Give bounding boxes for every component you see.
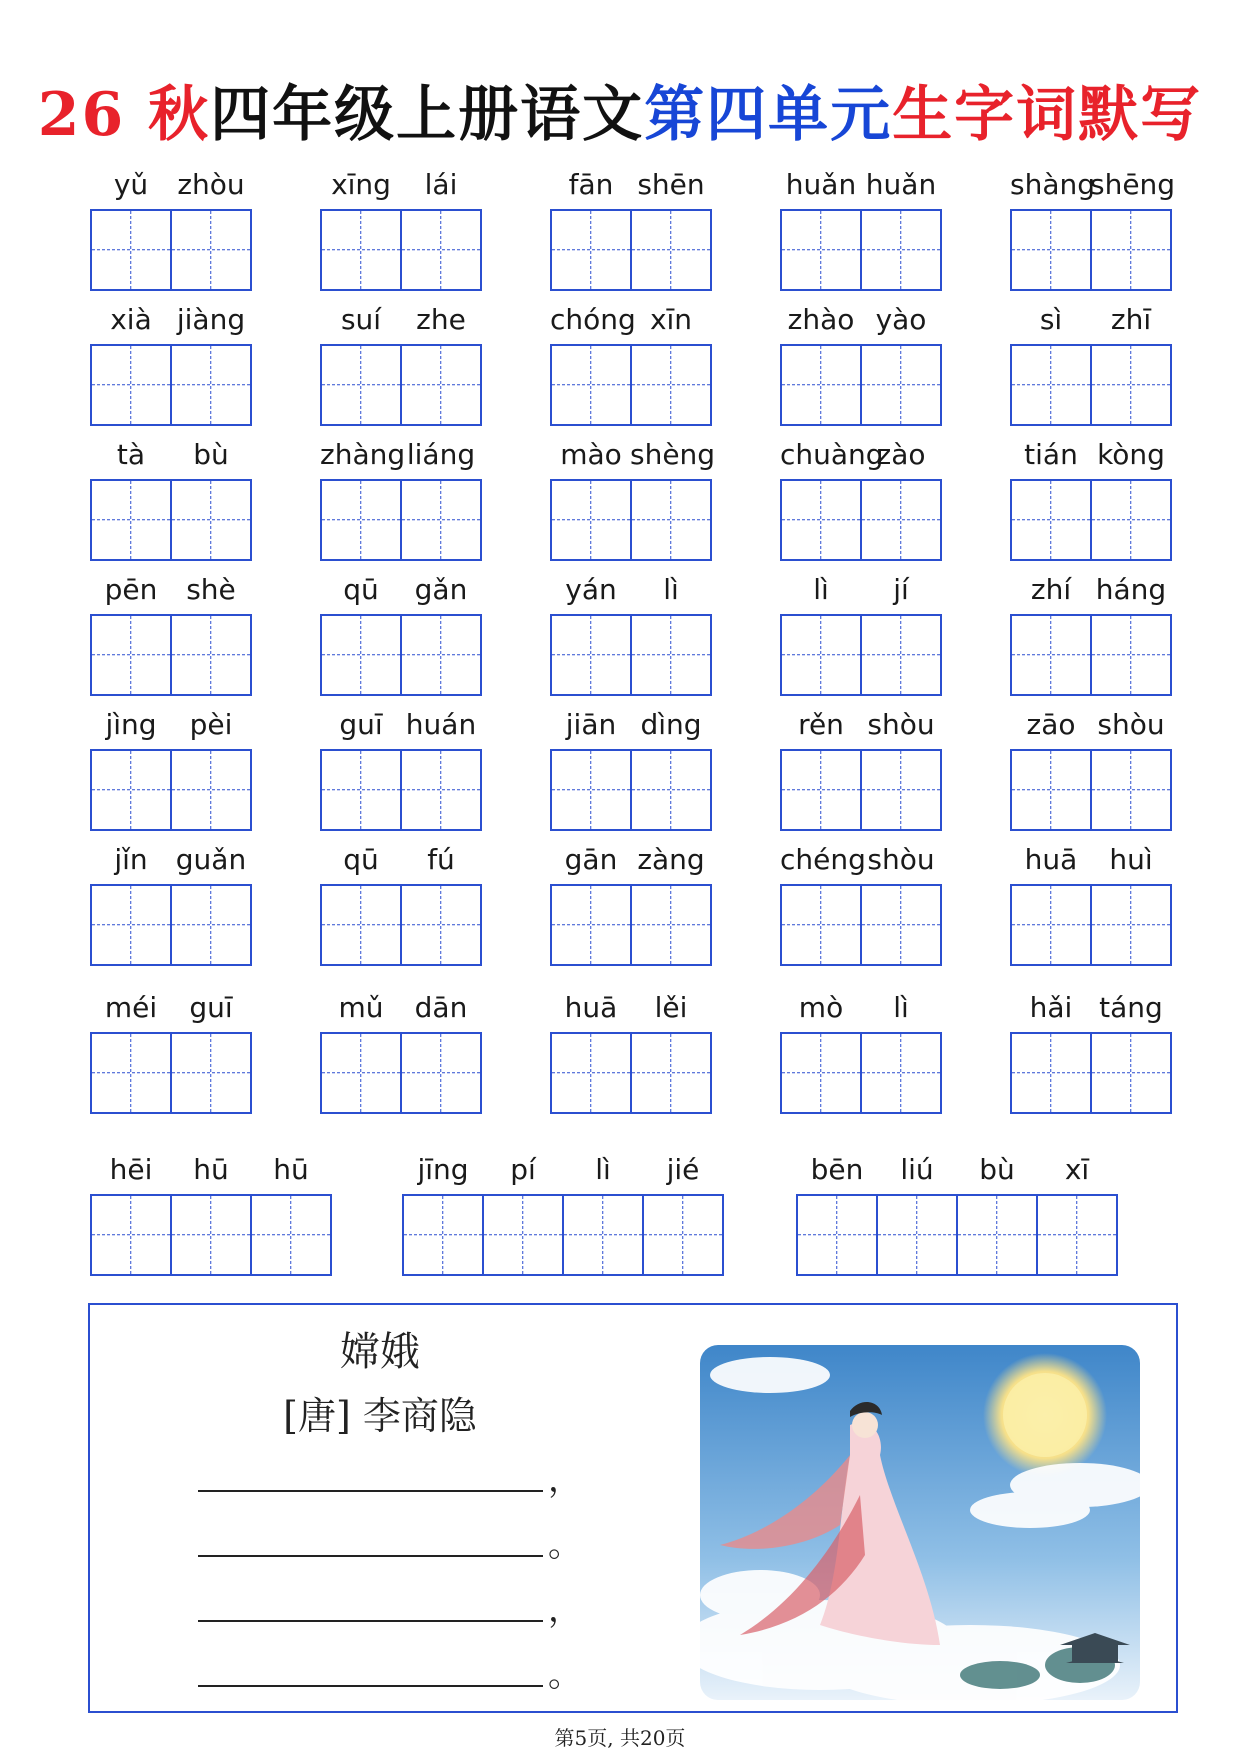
tianzige-box[interactable] — [780, 749, 862, 831]
tianzige-box[interactable] — [1010, 209, 1092, 291]
tianzige-box[interactable] — [400, 209, 482, 291]
word-item — [780, 300, 944, 440]
writing-boxes — [320, 749, 482, 831]
tianzige-box[interactable] — [1010, 479, 1092, 561]
pinyin-label: shòu — [867, 708, 935, 741]
pinyin-label: xià — [110, 303, 152, 336]
word-item — [90, 570, 254, 710]
pinyin-label: shàng — [1010, 168, 1096, 201]
tianzige-box[interactable] — [90, 614, 172, 696]
word-item — [90, 1150, 336, 1290]
tianzige-box[interactable] — [170, 344, 252, 426]
pinyin-label: jīng — [417, 1153, 469, 1186]
pinyin-label: huǎn — [785, 168, 857, 201]
tianzige-box[interactable] — [550, 1032, 632, 1114]
tianzige-box[interactable] — [90, 344, 172, 426]
pinyin-label: zhī — [1110, 303, 1152, 336]
tianzige-box[interactable] — [876, 1194, 958, 1276]
pinyin-label: gān — [564, 843, 618, 876]
pinyin-label: zhe — [416, 303, 466, 336]
pinyin-label: háng — [1095, 573, 1167, 606]
pinyin-label: huán — [405, 708, 477, 741]
writing-boxes — [1010, 884, 1172, 966]
pinyin-label: jìng — [105, 708, 157, 741]
word-item — [550, 705, 714, 845]
pinyin-label: méi — [104, 991, 158, 1024]
tianzige-box[interactable] — [780, 479, 862, 561]
tianzige-box[interactable] — [1010, 884, 1092, 966]
tianzige-box[interactable] — [170, 884, 252, 966]
word-item — [796, 1150, 1124, 1290]
poem-author: [唐] 李商隐 — [283, 1394, 477, 1438]
writing-boxes — [320, 884, 482, 966]
pinyin-label: lì — [893, 991, 909, 1024]
word-item — [320, 840, 484, 980]
page-footer: 第5页, 共20页 — [554, 1726, 686, 1750]
pinyin-label: zhào — [787, 303, 855, 336]
tianzige-box[interactable] — [90, 884, 172, 966]
tianzige-box[interactable] — [860, 479, 942, 561]
poem-answer-line-4[interactable] — [198, 1685, 543, 1687]
word-item — [320, 570, 484, 710]
writing-boxes — [550, 614, 712, 696]
tianzige-box[interactable] — [250, 1194, 332, 1276]
writing-boxes — [780, 614, 942, 696]
pinyin-label: hǎi — [1029, 991, 1073, 1024]
tianzige-box[interactable] — [320, 614, 402, 696]
tianzige-box[interactable] — [1010, 344, 1092, 426]
word-item — [1010, 300, 1174, 440]
tianzige-box[interactable] — [320, 749, 402, 831]
tianzige-box[interactable] — [550, 749, 632, 831]
writing-boxes — [550, 209, 712, 291]
tianzige-box[interactable] — [860, 884, 942, 966]
tianzige-box[interactable] — [320, 479, 402, 561]
tianzige-box[interactable] — [1090, 614, 1172, 696]
pinyin-label: hēi — [109, 1153, 153, 1186]
word-item — [550, 435, 714, 575]
tianzige-box[interactable] — [550, 479, 632, 561]
tianzige-box[interactable] — [1090, 884, 1172, 966]
tianzige-box[interactable] — [630, 344, 712, 426]
writing-boxes — [90, 479, 252, 561]
tianzige-box[interactable] — [1036, 1194, 1118, 1276]
pinyin-label: fú — [427, 843, 455, 876]
tianzige-box[interactable] — [320, 884, 402, 966]
writing-boxes — [780, 479, 942, 561]
writing-boxes — [780, 749, 942, 831]
word-item — [320, 165, 484, 305]
pinyin-label: jié — [666, 1153, 700, 1186]
writing-boxes — [550, 479, 712, 561]
writing-boxes — [320, 479, 482, 561]
pinyin-label: suí — [340, 303, 382, 336]
pinyin-label: kòng — [1097, 438, 1165, 471]
tianzige-box[interactable] — [400, 344, 482, 426]
pinyin-label: jǐn — [114, 843, 148, 876]
writing-boxes — [780, 884, 942, 966]
pinyin-label: gǎn — [414, 573, 468, 606]
tianzige-box[interactable] — [482, 1194, 564, 1276]
tianzige-box[interactable] — [780, 344, 862, 426]
pinyin-label: huì — [1109, 843, 1153, 876]
pinyin-label: bù — [979, 1153, 1015, 1186]
poem-answer-line-2[interactable] — [198, 1555, 543, 1557]
pinyin-label: mǔ — [338, 991, 384, 1024]
tianzige-box[interactable] — [630, 614, 712, 696]
tianzige-box[interactable] — [170, 1032, 252, 1114]
tianzige-box[interactable] — [170, 479, 252, 561]
pinyin-label: pēn — [104, 573, 158, 606]
word-item — [1010, 705, 1174, 845]
pinyin-label: bēn — [810, 1153, 864, 1186]
tianzige-box[interactable] — [780, 614, 862, 696]
word-item — [1010, 840, 1174, 980]
pinyin-label: pèi — [189, 708, 233, 741]
pinyin-label: guī — [189, 991, 233, 1024]
pinyin-label: lěi — [654, 991, 688, 1024]
pinyin-label: guī — [339, 708, 383, 741]
pinyin-label: shòu — [1097, 708, 1165, 741]
writing-boxes — [320, 1032, 482, 1114]
pinyin-label: mò — [798, 991, 844, 1024]
pinyin-label: xī — [1064, 1153, 1090, 1186]
tianzige-box[interactable] — [90, 749, 172, 831]
pinyin-label: jiān — [565, 708, 617, 741]
word-item — [550, 988, 714, 1128]
poem-answer-line-3[interactable] — [198, 1620, 543, 1622]
writing-boxes — [320, 614, 482, 696]
pinyin-label: dān — [414, 991, 468, 1024]
tianzige-box[interactable] — [796, 1194, 878, 1276]
tianzige-box[interactable] — [780, 209, 862, 291]
pinyin-label: huā — [564, 991, 618, 1024]
tianzige-box[interactable] — [630, 749, 712, 831]
word-item — [90, 435, 254, 575]
pinyin-label: sì — [1039, 303, 1063, 336]
word-item — [550, 840, 714, 980]
tianzige-box[interactable] — [630, 884, 712, 966]
writing-boxes — [780, 1032, 942, 1114]
word-item — [320, 988, 484, 1128]
word-item — [90, 840, 254, 980]
tianzige-box[interactable] — [1090, 1032, 1172, 1114]
tianzige-box[interactable] — [956, 1194, 1038, 1276]
writing-boxes — [550, 344, 712, 426]
pinyin-label: yán — [565, 573, 617, 606]
tianzige-box[interactable] — [860, 614, 942, 696]
writing-boxes — [550, 1032, 712, 1114]
pinyin-label: qū — [343, 573, 379, 606]
title-unit-char: 元 — [830, 80, 893, 150]
pinyin-label: hū — [193, 1153, 229, 1186]
word-item — [90, 988, 254, 1128]
word-item — [1010, 165, 1174, 305]
writing-boxes — [402, 1194, 724, 1276]
writing-boxes — [1010, 209, 1172, 291]
tianzige-box[interactable] — [630, 1032, 712, 1114]
word-item — [90, 705, 254, 845]
pinyin-label: qū — [343, 843, 379, 876]
tianzige-box[interactable] — [170, 1194, 252, 1276]
tianzige-box[interactable] — [1010, 614, 1092, 696]
pinyin-label: liú — [900, 1153, 934, 1186]
poem-title: 嫦娥 — [340, 1329, 420, 1375]
pinyin-label: lái — [424, 168, 458, 201]
tianzige-box[interactable] — [562, 1194, 644, 1276]
tianzige-box[interactable] — [1010, 749, 1092, 831]
pinyin-label: shèng — [630, 438, 716, 471]
word-item — [320, 435, 484, 575]
tianzige-box[interactable] — [320, 1032, 402, 1114]
word-item — [550, 300, 714, 440]
pinyin-label: yǔ — [113, 168, 149, 201]
title-unit: 第四单 — [644, 80, 831, 150]
pinyin-label: zhàng — [320, 438, 406, 471]
pinyin-label: xīng — [331, 168, 391, 201]
pinyin-label: pí — [510, 1153, 536, 1186]
pinyin-label: zhòu — [177, 168, 245, 201]
change-moon-illustration — [700, 1345, 1140, 1700]
tianzige-box[interactable] — [642, 1194, 724, 1276]
word-item — [780, 988, 944, 1128]
poem-punct-3: ， — [548, 1590, 582, 1630]
writing-boxes — [90, 1032, 252, 1114]
writing-boxes — [90, 884, 252, 966]
pinyin-label: liáng — [406, 438, 476, 471]
writing-boxes — [1010, 479, 1172, 561]
pinyin-label: zàng — [637, 843, 705, 876]
pinyin-label: tà — [116, 438, 146, 471]
title-year: 26 秋 — [37, 80, 211, 150]
pinyin-label: zhí — [1030, 573, 1072, 606]
writing-boxes — [1010, 749, 1172, 831]
word-item — [1010, 435, 1174, 575]
pinyin-label: huǎn — [865, 168, 937, 201]
word-item — [90, 165, 254, 305]
tianzige-box[interactable] — [400, 614, 482, 696]
pinyin-label: shòu — [867, 843, 935, 876]
tianzige-box[interactable] — [630, 479, 712, 561]
writing-boxes — [1010, 344, 1172, 426]
pinyin-label: yào — [875, 303, 927, 336]
pinyin-label: lì — [813, 573, 829, 606]
writing-boxes — [320, 344, 482, 426]
word-item — [1010, 988, 1174, 1128]
tianzige-box[interactable] — [1090, 209, 1172, 291]
tianzige-box[interactable] — [320, 209, 402, 291]
tianzige-box[interactable] — [860, 1032, 942, 1114]
tianzige-box[interactable] — [90, 1032, 172, 1114]
writing-boxes — [90, 344, 252, 426]
word-item — [780, 435, 944, 575]
tianzige-box[interactable] — [1090, 344, 1172, 426]
tianzige-box[interactable] — [400, 1032, 482, 1114]
tianzige-box[interactable] — [550, 614, 632, 696]
writing-boxes — [796, 1194, 1118, 1276]
tianzige-box[interactable] — [780, 1032, 862, 1114]
tianzige-box[interactable] — [860, 344, 942, 426]
pinyin-label: hū — [273, 1153, 309, 1186]
pinyin-label: xīn — [649, 303, 693, 336]
word-item — [780, 705, 944, 845]
writing-boxes — [90, 614, 252, 696]
pinyin-label: jiàng — [176, 303, 246, 336]
pinyin-label: shēn — [637, 168, 705, 201]
word-item — [780, 165, 944, 305]
tianzige-box[interactable] — [402, 1194, 484, 1276]
pinyin-label: huā — [1024, 843, 1078, 876]
tianzige-box[interactable] — [170, 209, 252, 291]
tianzige-box[interactable] — [90, 1194, 172, 1276]
pinyin-label: shēng — [1090, 168, 1176, 201]
tianzige-box[interactable] — [860, 749, 942, 831]
pinyin-label: lì — [663, 573, 679, 606]
pinyin-label: lì — [595, 1153, 611, 1186]
tianzige-box[interactable] — [860, 209, 942, 291]
tianzige-box[interactable] — [550, 884, 632, 966]
poem-punct-2: 。 — [548, 1525, 582, 1565]
title-task: 生字词默写 — [892, 80, 1203, 150]
pinyin-label: rěn — [798, 708, 844, 741]
pinyin-label: bù — [193, 438, 229, 471]
word-item — [780, 570, 944, 710]
word-item — [320, 705, 484, 845]
word-item — [320, 300, 484, 440]
word-item — [550, 570, 714, 710]
pinyin-label: zào — [876, 438, 926, 471]
poem-answer-line-1[interactable] — [198, 1490, 543, 1492]
writing-boxes — [550, 884, 712, 966]
pinyin-label: fān — [568, 168, 614, 201]
pinyin-label: dìng — [640, 708, 702, 741]
tianzige-box[interactable] — [780, 884, 862, 966]
pinyin-label: mào — [560, 438, 622, 471]
writing-boxes — [550, 749, 712, 831]
poem-punct-1: ， — [548, 1460, 582, 1500]
pinyin-label: zāo — [1026, 708, 1076, 741]
writing-boxes — [1010, 1032, 1172, 1114]
writing-boxes — [90, 749, 252, 831]
word-item — [90, 300, 254, 440]
tianzige-box[interactable] — [1090, 749, 1172, 831]
writing-boxes — [90, 209, 252, 291]
tianzige-box[interactable] — [400, 749, 482, 831]
tianzige-box[interactable] — [1090, 479, 1172, 561]
word-item — [550, 165, 714, 305]
writing-boxes — [320, 209, 482, 291]
pinyin-label: táng — [1099, 991, 1163, 1024]
pinyin-label: tián — [1024, 438, 1078, 471]
word-item — [780, 840, 944, 980]
tianzige-box[interactable] — [1010, 1032, 1092, 1114]
pinyin-label: shè — [186, 573, 236, 606]
tianzige-box[interactable] — [550, 209, 632, 291]
pinyin-label: jí — [893, 573, 909, 606]
writing-boxes — [780, 209, 942, 291]
tianzige-box[interactable] — [400, 884, 482, 966]
tianzige-box[interactable] — [170, 614, 252, 696]
writing-boxes — [1010, 614, 1172, 696]
pinyin-label: chuàng — [780, 438, 884, 471]
tianzige-box[interactable] — [320, 344, 402, 426]
tianzige-box[interactable] — [400, 479, 482, 561]
poem-punct-4: 。 — [548, 1655, 582, 1695]
tianzige-box[interactable] — [90, 209, 172, 291]
pinyin-label: guǎn — [175, 843, 247, 876]
pinyin-label: chóng — [550, 303, 636, 336]
tianzige-box[interactable] — [170, 749, 252, 831]
tianzige-box[interactable] — [630, 209, 712, 291]
writing-boxes — [90, 1194, 332, 1276]
pinyin-label: chéng — [780, 843, 866, 876]
word-item — [402, 1150, 730, 1290]
word-item — [1010, 570, 1174, 710]
tianzige-box[interactable] — [90, 479, 172, 561]
tianzige-box[interactable] — [550, 344, 632, 426]
writing-boxes — [780, 344, 942, 426]
title-grade: 四年级上册语文 — [210, 80, 645, 150]
